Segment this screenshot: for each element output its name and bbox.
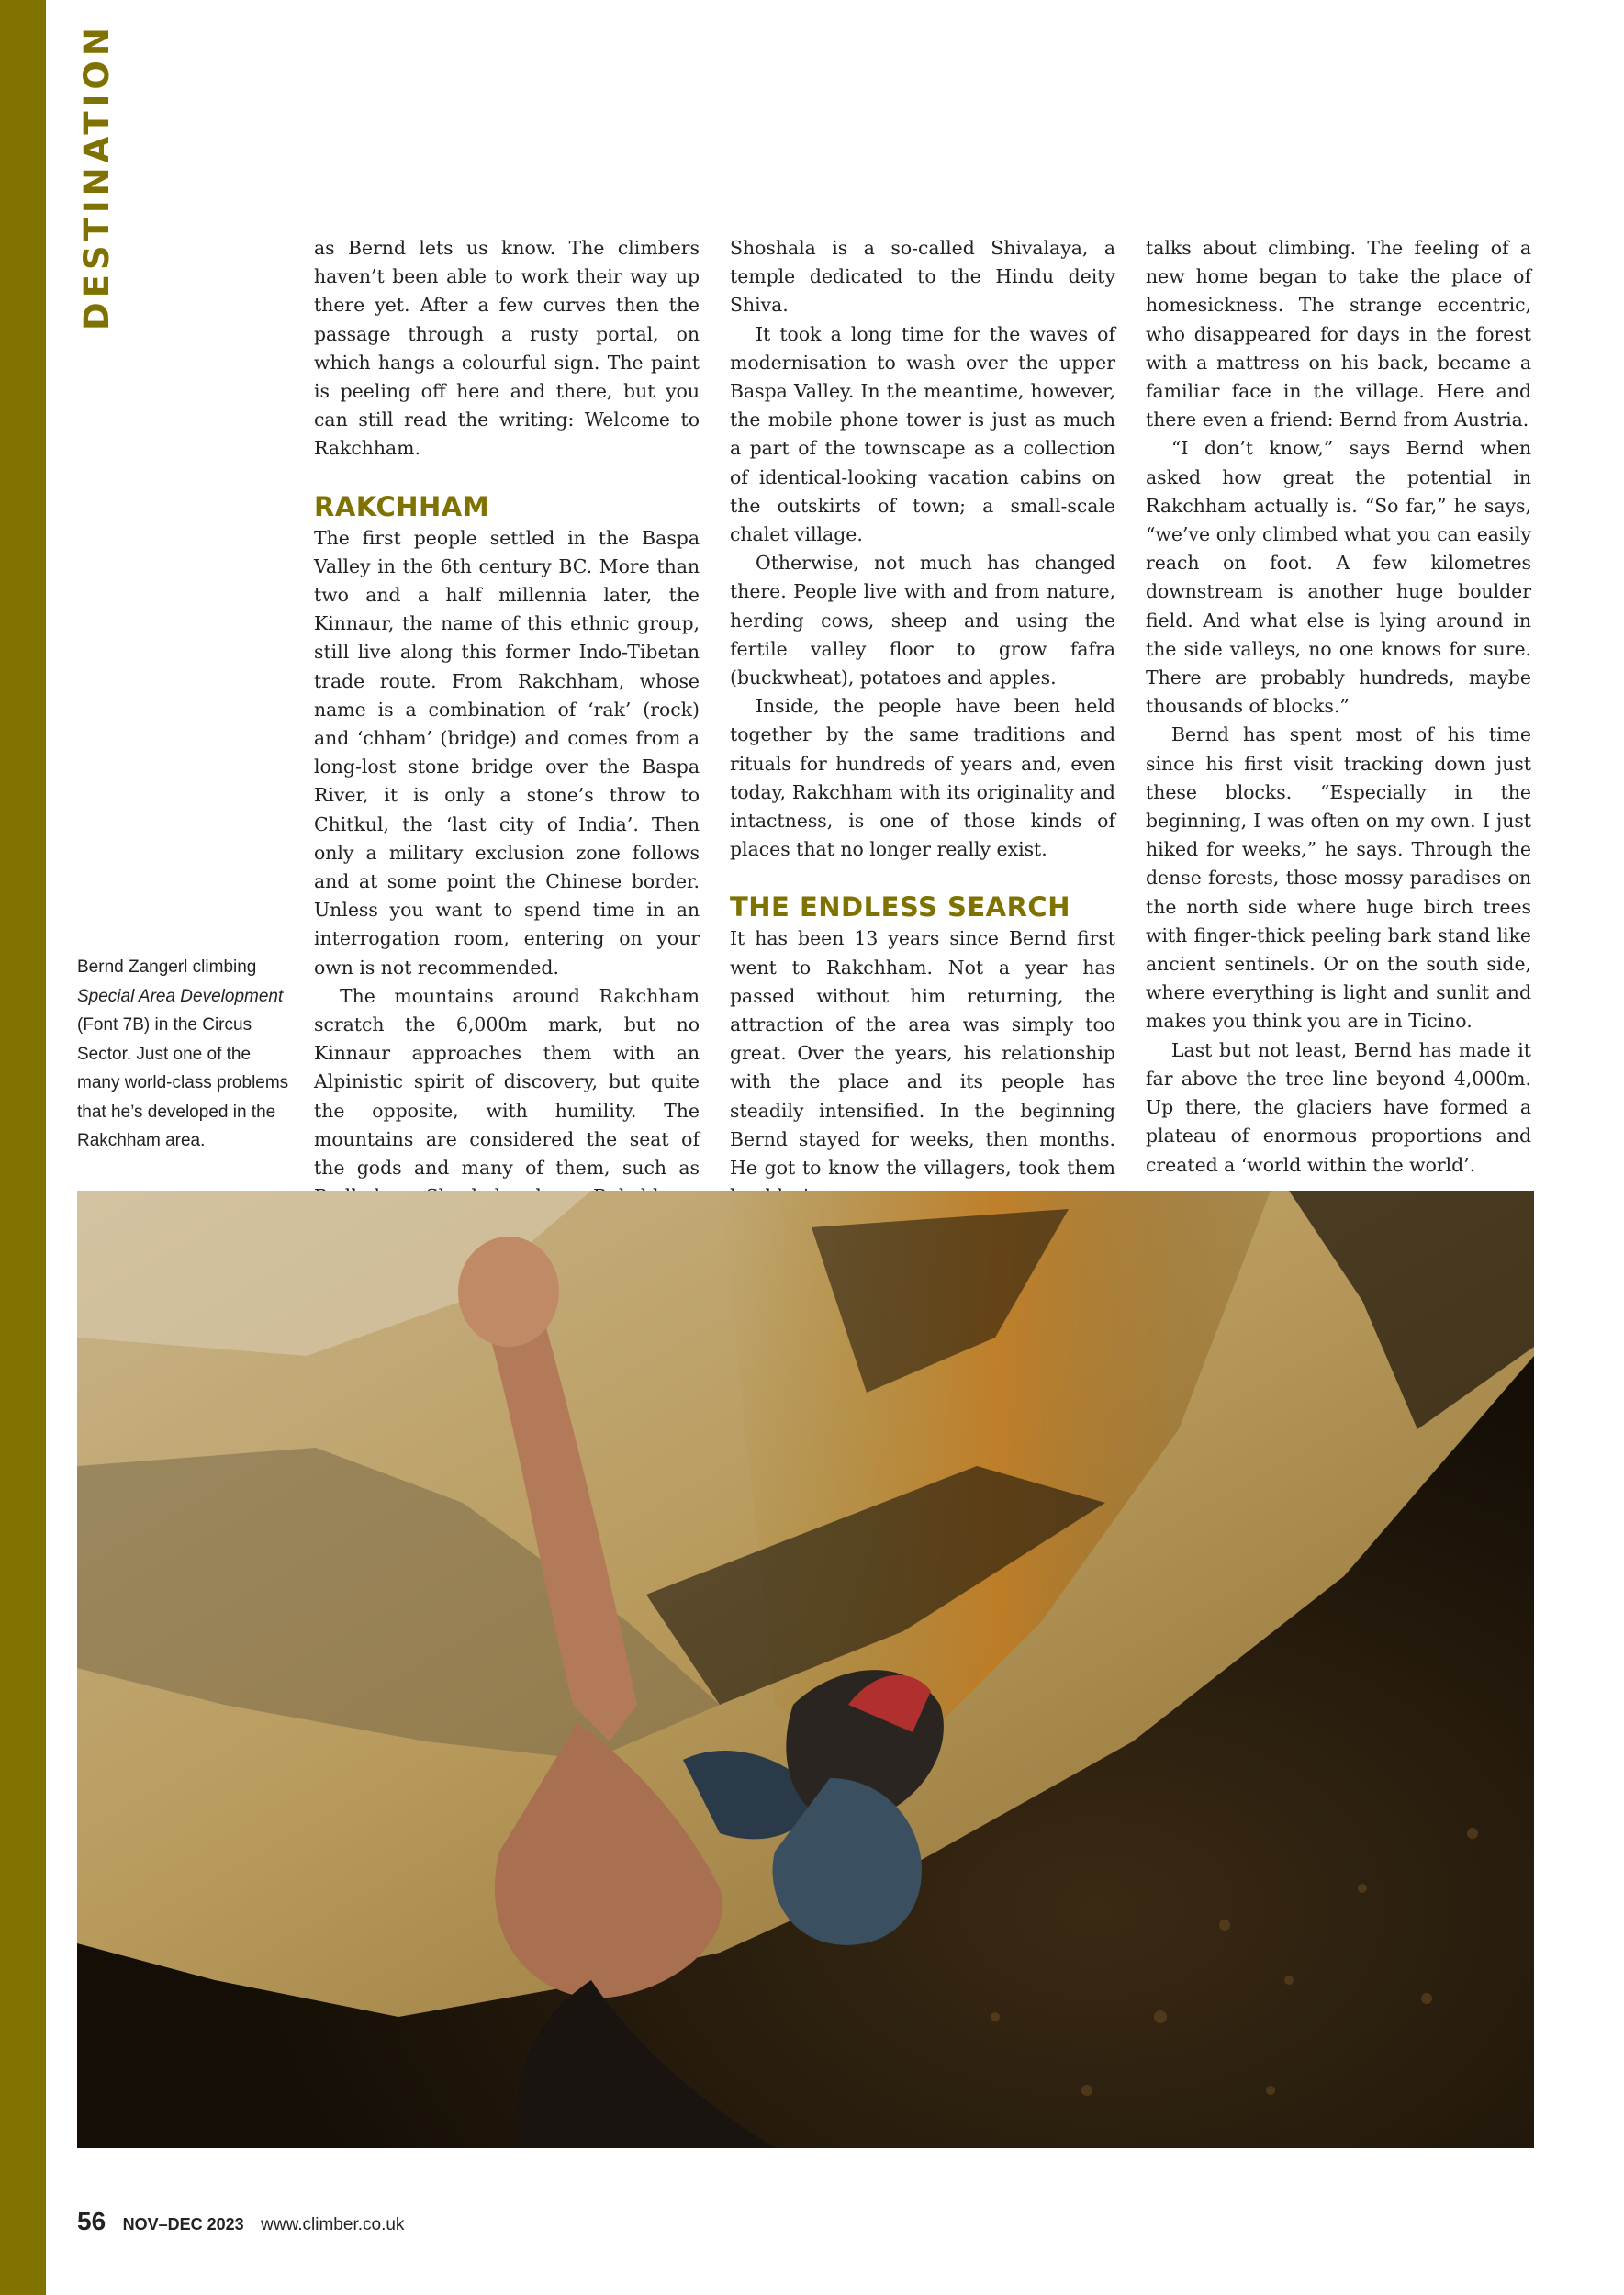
caption-route-name: Special Area Development [77, 986, 284, 1006]
caption-text [77, 953, 297, 1156]
paragraph: “I don’t know,” says Bernd when asked how great the potential in Rakchham actually is. “So far,” he says, “we’ve only climbed what you can easily reach on foot. A few kilometres downstream is another huge boulder field. And what else is lying around in the side valleys, no one knows for sure. There are probably hundreds, maybe thousands of blocks.” [1146, 437, 1531, 718]
page-number: 56 [77, 2207, 106, 2235]
issue-date: NOV–DEC 2023 [122, 2215, 244, 2233]
caption-line2: (Font 7B) in the Circus Sector. Just one of the many world-class problems that he’s developed in the Rakchham area. [77, 1015, 289, 1150]
paragraph: talks about climbing. The feeling of a new home began to take the place of homesickness. The strange eccentric, who disappeared for days in the forest with a mattress on his back, became a familiar face in the village. Here and there even a friend: Bernd from Austria. [1146, 237, 1531, 431]
paragraph: Otherwise, not much has changed there. People live with and from nature, herding cows, sheep and using the fertile valley floor to grow fafra (buckwheat), potatoes and apples. [730, 552, 1115, 689]
climbing-photo-illustration [77, 1191, 1534, 2148]
paragraph: as Bernd lets us know. The climbers haven’t been able to work their way up there yet. After a few curves then the passage through a rusty portal, on which hangs a colourful sign. The paint is peeling off here and there, but you can still read the writing: Welcome to Rakchham. [314, 237, 700, 460]
paragraph: Last but not least, Bernd has made it far above the tree line beyond 4,000m. Up there, the glaciers have formed a plateau of enormous proportions and created a ‘world within the world’. [1146, 1038, 1531, 1176]
article-column-2 [730, 234, 1115, 1212]
paragraph: It has been 13 years since Bernd first went to Rakchham. Not a year has passed without him returning, the attraction of the area was simply too great. Over the years, his relationship with the place and its people has steadily intensified. In the beginning Bernd stayed for weeks, then months. He got to know the villagers, took them [730, 927, 1115, 1180]
section-tag: DESTINATION [77, 23, 117, 330]
paragraph: It took a long time for the waves of modernisation to wash over the upper Baspa Valley. In the meantime, however, the mobile phone tower is just as much a part of the townscape as a collection of identical-looking vacation cabins on the outskirts of town; a small-scale chalet village. [730, 322, 1115, 546]
photo-caption [77, 953, 297, 1156]
page-footer [77, 2207, 404, 2236]
article-column-1 [314, 234, 700, 1240]
paragraph: Shoshala is a so-called Shivalaya, a temple dedicated to the Hindu deity Shiva. [730, 237, 1115, 317]
website-link[interactable]: www.climber.co.uk [261, 2215, 405, 2234]
paragraph: Bernd has spent most of his time since his first visit tracking down just these blocks. “Especially in the beginning, I was often on my own. I just hiked for weeks,” he says. Through the dense forests, those mossy paradises on the north side where huge birch trees with finger-thick peeling bark stand like ancient sentinels. Or on the south side, where everything is light and sunlit and makes you think you are in Ticino. [1146, 723, 1531, 1033]
climbing-photo [77, 1191, 1534, 2148]
subheading-rakchham: RAKCHHAM [314, 490, 490, 522]
paragraph: Inside, the people have been held together by the same traditions and rituals for hundreds of years and, even today, Rakchham with its originality and intactness, is one of those kinds of places that no longer really exist. [730, 695, 1115, 861]
page-spine-bar [0, 0, 46, 2295]
caption-line1: Bernd Zangerl climbing [77, 957, 257, 977]
paragraph: The mountains around Rakchham scratch the 6,000m mark, but no Kinnaur approaches them with an Alpinistic spirit of discovery, but quite the opposite, with humility. The mountains are considered the seat of the gods and many of them, such as [314, 984, 700, 1180]
subheading-endless-search: THE ENDLESS SEARCH [730, 891, 1070, 924]
article-column-3 [1146, 234, 1531, 1180]
paragraph: The first people settled in the Baspa Valley in the 6th century BC. More than two and a half millennia later, the Kinnaur, the name of this ethnic group, still live along this former Indo-Tibetan trade route. From Rakchham, whose name is a combination of ‘rak’ (rock) and ‘chham’ (bridge) and comes from a long-lost stone bridge over the Baspa River, it is only a stone’s throw to Chitkul, the ‘last city of India’. Then only a military exclusion zone follows and at some point the Chinese border. Unless you want to spend time in an interrogation room, entering on your own is not recommended. [314, 526, 700, 979]
